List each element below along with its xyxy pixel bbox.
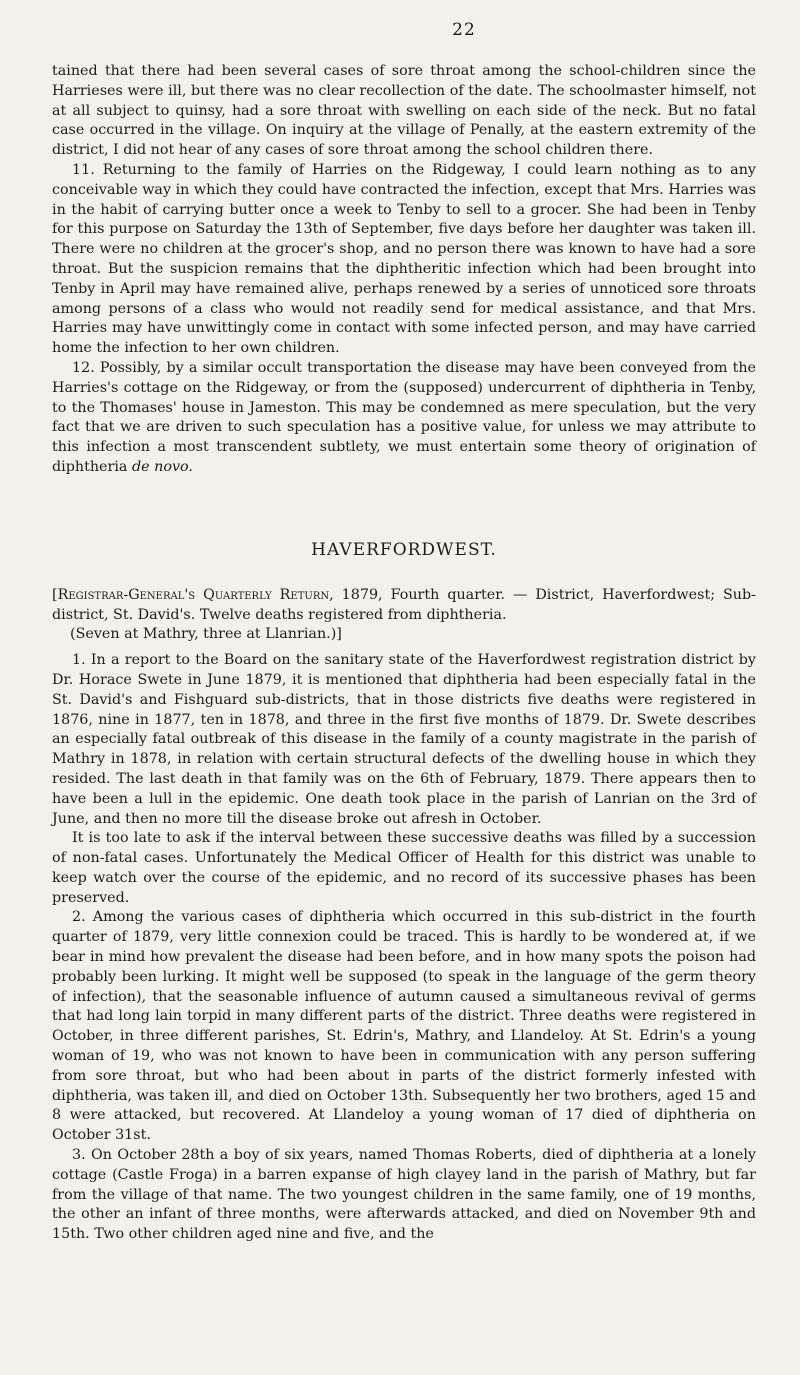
page-number: 22 (452, 20, 476, 40)
registrar-note-text: 1879, Fourth quarter. — District, Haverfordwest; Sub-district, St. David's. Twelve deaths registered from diphtheria. (52, 586, 756, 623)
paragraph-3: 3. On October 28th a boy of six years, named Thomas Roberts, died of diphtheria at a lonely cottage (Castle Froga) in a barren expanse of high clayey land in the parish of Mathry, but far from the village of that name. The two youngest children in the same family, one of 19 months, the other an infant of three months, were afterwards attacked, and died on November 9th and 15th. Two other children aged nine and five, and the (52, 1147, 756, 1243)
paragraph-2: 2. Among the various cases of diphtheria which occurred in this sub-district in the fourth quarter of 1879, very little connexion could be traced. This is hardly to be wondered at, if we bear in mind how prevalent the disease had been before, and in how many spots the poison had probably been lurking. It might well be supposed (to speak in the language of the germ theory of infection), that the seasonable influence of autumn caused a simultaneous revival of germs that had long lain torpid in many different parts of the district. Three deaths were registered in October, in three different parishes, St. Edrin's, Mathry, and Llandeloy. At St. Edrin's a young woman of 19, who was not known to have been in communication with any person suffering from sore throat, but who had been about in parts of the district formerly infested with diphtheria, was taken ill, and died on October 13th. Subsequently her two brothers, aged 15 and 8 were attacked, but recovered. At Llandeloy a young woman of 17 died of diphtheria on October 31st. (52, 909, 756, 1144)
registrar-note-line2: (Seven at Mathry, three at Llanrian.)] (70, 626, 342, 643)
document-page (52, 20, 756, 1245)
paragraph-12-italic: de novo. (131, 458, 193, 475)
paragraph-1: 1. In a report to the Board on the sanitary state of the Haverfordwest registration district by Dr. Horace Swete in June 1879, it is mentioned that diphtheria had been especially fatal in the St. David's and Fishguard sub-districts, that in those districts five deaths were registered in 1876, nine in 1877, ten in 1878, and three in the first five months of 1879. Dr. Swete describes an especially fatal outbreak of this disease in the family of a county magistrate in the parish of Mathry in 1878, in relation with certain structural defects of the dwelling house in which they resided. The last death in that family was on the 6th of February, 1879. There appears then to have been a lull in the epidemic. One death took place in the parish of Lanrian on the 3rd of June, and then no more till the disease broke out afresh in October. (52, 652, 756, 827)
paragraph-continuation: tained that there had been several cases of sore throat among the school-children since the Harrieses were ill, but there was no clear recollection of the date. The schoolmaster himself, not at all subject to quinsy, had a sore throat with swelling on each side of the neck. But no fatal case occurred in the village. On inquiry at the village of Penally, at the eastern extremity of the district, I did not hear of any cases of sore throat among the school children there. (52, 63, 756, 159)
section-heading: HAVERFORDWEST. (311, 539, 497, 560)
registrar-note (52, 586, 756, 645)
paragraph-1b: It is too late to ask if the interval between these successive deaths was filled by a succession of non-fatal cases. Unfortunately the Medical Officer of Health for this district was unable to keep watch over the course of the epidemic, and no record of its successive phases has been preserved. (52, 830, 756, 906)
paragraph-12 (52, 359, 756, 478)
registrar-note-title: [Registrar-General's Quarterly Return, (52, 586, 334, 603)
paragraph-12-text: 12. Possibly, by a similar occult transportation the disease may have been conveyed from the Harries's cottage on the Ridgeway, or from the (supposed) undercurrent of diphtheria in Tenby, to the Thomases' house in Jameston. This may be condemned as mere speculation, but the very fact that we are driven to such speculation has a positive value, for unless we may attribute to this infection a most transcendent subtlety, we must entertain some theory of origination of diphtheria (52, 359, 756, 475)
paragraph-11: 11. Returning to the family of Harries on the Ridgeway, I could learn nothing as to any conceivable way in which they could have contracted the infection, except that Mrs. Harries was in the habit of carrying butter once a week to Tenby to sell to a grocer. She had been in Tenby for this purpose on Saturday the 13th of September, five days before her daughter was taken ill. There were no children at the grocer's shop, and no person there was known to have had a sore throat. But the suspicion remains that the diphtheritic infection which had been brought into Tenby in April may have remained alive, perhaps renewed by a series of unnoticed sore throats among persons of a class who would not readily send for medical assistance, and that Mrs. Harries may have unwittingly come in contact with some infected person, and may have carried home the infection to her own children. (52, 161, 756, 357)
